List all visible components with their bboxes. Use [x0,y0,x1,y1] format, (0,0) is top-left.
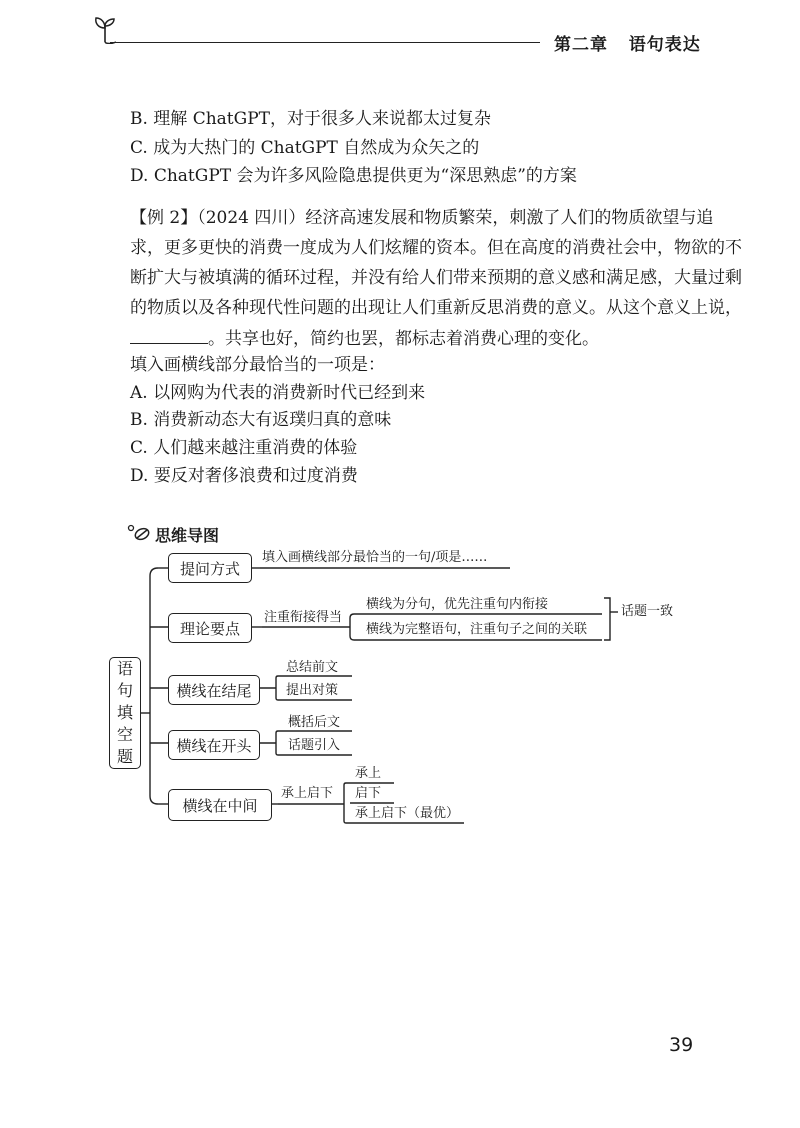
page-number: 39 [669,1034,694,1056]
branch-blank-at-end: 横线在结尾 [168,675,260,705]
branch-theory-points: 理论要点 [168,613,252,643]
option-a: A. 以网购为代表的消费新时代已经到来 [130,383,426,403]
middle-sub-3: 承上启下（最优） [355,806,460,821]
root-char: 题 [116,747,133,766]
start-sub-1: 概括后文 [288,715,341,730]
prev-option-d: D. ChatGPT 会为许多风险隐患提供更为“深思熟虑”的方案 [130,166,577,186]
theory-sub-1: 横线为分句，优先注重句内衔接 [366,597,549,612]
example-line-4: 的物质以及各种现代性问题的出现让人们重新反思消费的意义。从这个意义上说， [130,298,742,318]
question-format-note: 填入画横线部分最恰当的一句/项是…… [262,550,488,565]
blank-suffix: 。共享也好，简约也罢，都标志着消费心理的变化。 [208,329,599,349]
theory-note: 注重衔接得当 [264,610,343,625]
chapter-label: 第二章 [554,35,608,55]
question-stem: 填入画横线部分最恰当的一项是： [130,355,385,375]
start-sub-2: 话题引入 [288,738,341,753]
theory-sub-2: 横线为完整语句，注重句子之间的关联 [366,622,588,637]
example-line-2: 求，更多更快的消费一度成为人们炫耀的资本。但在高度的消费社会中，物欲的不 [130,238,742,258]
root-char: 填 [116,703,133,722]
root-char: 语 [116,659,133,678]
branch-question-format: 提问方式 [168,553,252,583]
example-line-1: 【例 2】（2024 四川）经济高速发展和物质繁荣，刺激了人们的物质欲望与追 [130,208,714,228]
mindmap-title: 思维导图 [155,526,220,545]
end-sub-1: 总结前文 [286,660,339,675]
example-line-3: 断扩大与被填满的循环过程，并没有给人们带来预期的意义感和满足感，大量过剩 [130,268,742,288]
root-char: 空 [116,725,133,744]
option-c: C. 人们越来越注重消费的体验 [130,438,358,458]
mindmap-root [109,657,141,769]
branch-blank-in-middle: 横线在中间 [168,789,272,821]
section-label: 语句表达 [628,35,701,55]
option-d: D. 要反对奢侈浪费和过度消费 [130,466,358,486]
middle-note: 承上启下 [281,786,334,801]
theory-tail: 话题一致 [621,604,674,619]
option-b: B. 消费新动态大有返璞归真的意味 [130,410,392,430]
prev-option-b: B. 理解 ChatGPT，对于很多人来说都太过复杂 [130,109,491,129]
root-char: 句 [116,681,133,700]
middle-sub-1: 承上 [355,766,382,781]
branch-blank-at-start: 横线在开头 [168,730,260,760]
middle-sub-2: 启下 [355,786,382,801]
end-sub-2: 提出对策 [286,683,339,698]
prev-option-c: C. 成为大热门的 ChatGPT 自然成为众矢之的 [130,138,480,158]
